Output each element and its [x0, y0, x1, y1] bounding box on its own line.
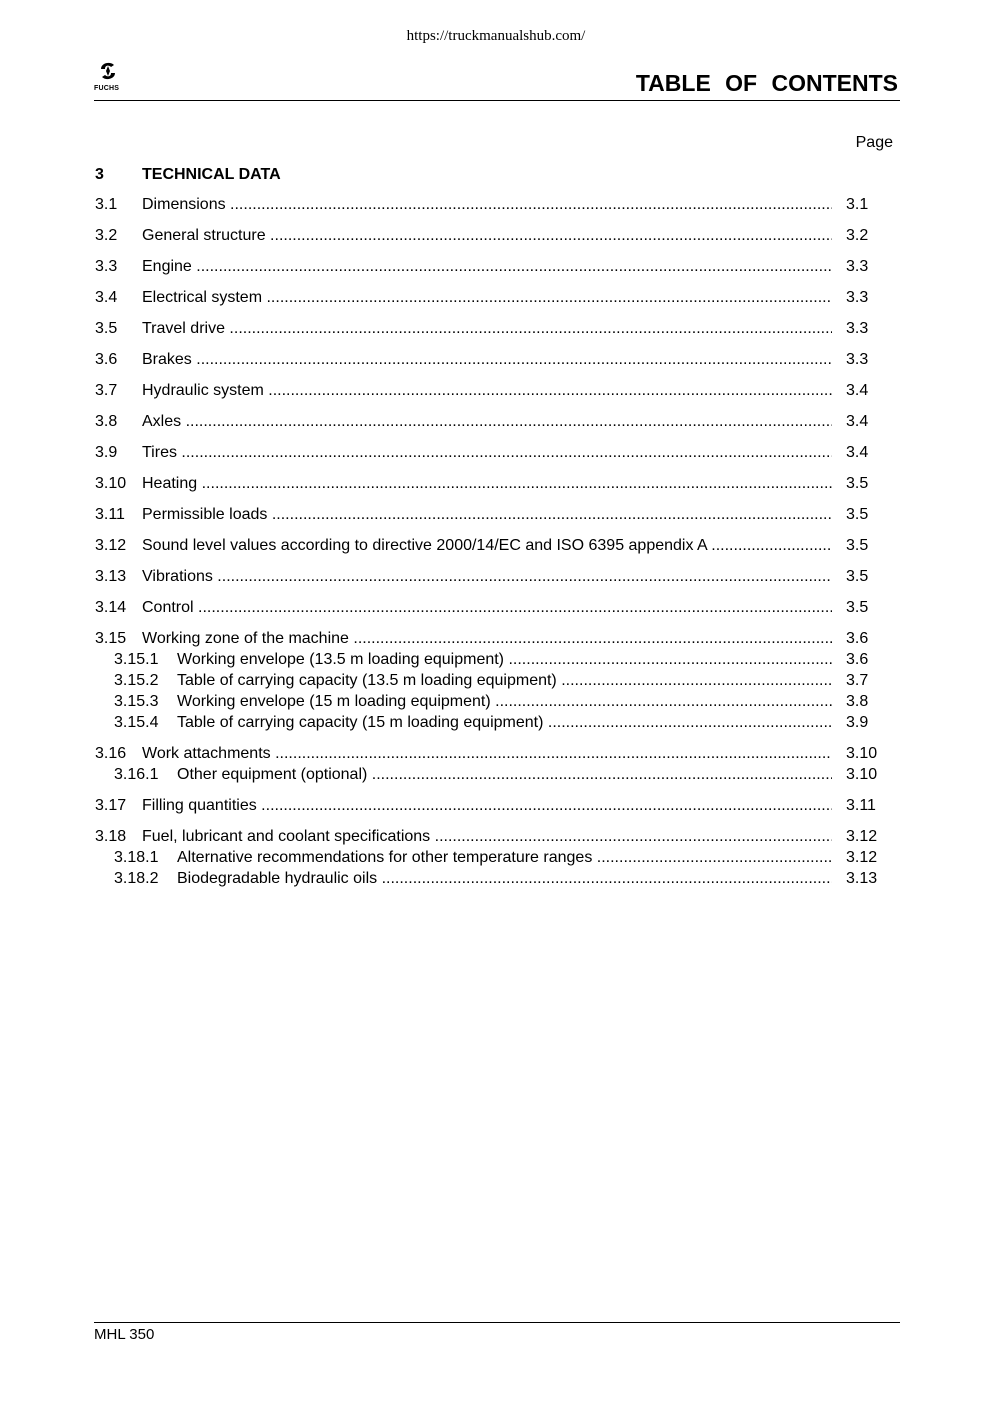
entry-number: 3.18.1 [114, 848, 159, 866]
toc-entry[interactable] [95, 411, 895, 432]
toc-subentry[interactable] [95, 649, 895, 670]
entry-spacer [95, 785, 895, 795]
entry-label: Heating ..... [142, 475, 832, 493]
entry-label: Working envelope (15 m loading equipment) ..... [177, 693, 832, 711]
entry-spacer [95, 733, 895, 743]
entry-number: 3.15.3 [114, 692, 159, 710]
entry-label: General structure ..... [142, 227, 832, 245]
entry-page: 3.5 [846, 505, 869, 523]
entry-page: 3.11 [846, 796, 876, 814]
entry-label: Travel drive ..... [142, 320, 832, 338]
header-rule [94, 100, 900, 101]
logo-text: FUCHS [94, 85, 120, 92]
entry-page: 3.1 [846, 195, 869, 213]
entry-page: 3.10 [846, 744, 878, 762]
page-title: TABLE OF CONTENTS [635, 70, 898, 96]
entry-number: 3.11 [95, 505, 125, 523]
entry-page: 3.3 [846, 319, 869, 337]
entry-label: Filling quantities ..... [142, 797, 832, 815]
entry-label: Alternative recommendations for other temperature ranges ..... [177, 849, 832, 867]
footer-rule [94, 1322, 900, 1323]
toc-subentry[interactable] [95, 691, 895, 712]
entry-label: Other equipment (optional) ..... [177, 766, 832, 784]
entry-label: Control ..... [142, 599, 832, 617]
entry-number: 3.16.1 [114, 765, 159, 783]
entry-page: 3.2 [846, 226, 869, 244]
section-number: 3 [95, 166, 104, 183]
toc-subentry[interactable] [95, 868, 895, 889]
entry-number: 3.8 [95, 412, 118, 430]
entry-number: 3.15.4 [114, 713, 159, 731]
entry-number: 3.3 [95, 257, 118, 275]
entry-spacer [95, 556, 895, 566]
toc-entry[interactable] [95, 256, 895, 277]
toc-entry[interactable] [95, 795, 895, 816]
toc-entry[interactable] [95, 380, 895, 401]
entry-number: 3.1 [95, 195, 118, 213]
entry-spacer [95, 494, 895, 504]
entry-number: 3.16 [95, 744, 127, 762]
entry-page: 3.6 [846, 629, 869, 647]
entry-page: 3.5 [846, 567, 869, 585]
entry-page: 3.10 [846, 765, 878, 783]
footer-model: MHL 350 [94, 1326, 155, 1343]
entry-label: Table of carrying capacity (15 m loading equipment) ..... [177, 714, 832, 732]
toc-entry[interactable] [95, 597, 895, 618]
entry-label: Brakes ..... [142, 351, 832, 369]
entry-spacer [95, 587, 895, 597]
entry-spacer [95, 618, 895, 628]
entry-number: 3.15.1 [114, 650, 159, 668]
entry-spacer [95, 277, 895, 287]
entry-label: Axles ..... [142, 413, 832, 431]
entry-page: 3.4 [846, 381, 869, 399]
entry-number: 3.18.2 [114, 869, 159, 887]
entry-number: 3.13 [95, 567, 127, 585]
entry-page: 3.13 [846, 869, 878, 887]
entry-label: Dimensions ..... [142, 196, 832, 214]
entry-page: 3.3 [846, 350, 869, 368]
entry-label: Fuel, lubricant and coolant specifications ..... [142, 828, 832, 846]
entry-page: 3.6 [846, 650, 869, 668]
section-title: TECHNICAL DATA [142, 166, 281, 183]
entry-page: 3.5 [846, 536, 869, 554]
toc-entry[interactable] [95, 826, 895, 847]
entry-number: 3.14 [95, 598, 127, 616]
toc-entry[interactable] [95, 442, 895, 463]
entry-number: 3.5 [95, 319, 118, 337]
entry-number: 3.7 [95, 381, 118, 399]
entry-number: 3.15.2 [114, 671, 159, 689]
entry-spacer [95, 339, 895, 349]
toc-entry[interactable] [95, 504, 895, 525]
entry-number: 3.9 [95, 443, 118, 461]
toc-entry[interactable] [95, 225, 895, 246]
toc-entry[interactable] [95, 349, 895, 370]
entry-page: 3.9 [846, 713, 869, 731]
entry-number: 3.18 [95, 827, 127, 845]
toc-entry[interactable] [95, 473, 895, 494]
entry-spacer [95, 432, 895, 442]
entry-page: 3.7 [846, 671, 869, 689]
toc-entry[interactable] [95, 318, 895, 339]
entry-page: 3.4 [846, 412, 869, 430]
entry-label: Table of carrying capacity (13.5 m loading equipment) ..... [177, 672, 832, 690]
entry-label: Electrical system ..... [142, 289, 832, 307]
toc-subentry[interactable] [95, 712, 895, 733]
entry-label: Vibrations ..... [142, 568, 832, 586]
toc-entry[interactable] [95, 535, 895, 556]
entry-page: 3.3 [846, 288, 869, 306]
entry-number: 3.15 [95, 629, 127, 647]
entry-page: 3.5 [846, 598, 869, 616]
toc-subentry[interactable] [95, 847, 895, 868]
toc-subentry[interactable] [95, 764, 895, 785]
entry-page: 3.8 [846, 692, 869, 710]
source-url[interactable]: https://truckmanualshub.com/ [406, 28, 586, 44]
toc-entry[interactable] [95, 628, 895, 649]
entry-spacer [95, 463, 895, 473]
entry-label: Tires ..... [142, 444, 832, 462]
page-column-header: Page [855, 134, 893, 151]
entry-spacer [95, 401, 895, 411]
toc-entry[interactable] [95, 287, 895, 308]
entry-label: Engine ..... [142, 258, 832, 276]
entry-label: Hydraulic system ..... [142, 382, 832, 400]
entry-number: 3.6 [95, 350, 118, 368]
entry-page: 3.12 [846, 848, 878, 866]
fuchs-logo [94, 60, 126, 96]
entry-label: Sound level values according to directive 2000/14/EC and ISO 6395 appendix A ..... [142, 537, 832, 555]
entry-number: 3.2 [95, 226, 118, 244]
table-of-contents [95, 163, 895, 889]
entry-page: 3.3 [846, 257, 869, 275]
entry-spacer [95, 246, 895, 256]
entry-spacer [95, 215, 895, 225]
toc-subentry[interactable] [95, 670, 895, 691]
section-heading [95, 163, 895, 187]
entry-number: 3.17 [95, 796, 127, 814]
entry-spacer [95, 525, 895, 535]
entry-number: 3.4 [95, 288, 118, 306]
entry-label: Working envelope (13.5 m loading equipment) ..... [177, 651, 832, 669]
entry-spacer [95, 816, 895, 826]
toc-entry[interactable] [95, 194, 895, 215]
entry-label: Work attachments ..... [142, 745, 832, 763]
entry-label: Permissible loads ..... [142, 506, 832, 524]
toc-entry[interactable] [95, 566, 895, 587]
entry-label: Working zone of the machine ..... [142, 630, 832, 648]
entry-spacer [95, 308, 895, 318]
entry-number: 3.10 [95, 474, 127, 492]
fuchs-swirl-icon [97, 60, 119, 82]
entry-page: 3.4 [846, 443, 869, 461]
toc-entry[interactable] [95, 743, 895, 764]
entry-label: Biodegradable hydraulic oils ..... [177, 870, 832, 888]
entry-page: 3.12 [846, 827, 878, 845]
entry-number: 3.12 [95, 536, 127, 554]
entry-page: 3.5 [846, 474, 869, 492]
entry-spacer [95, 370, 895, 380]
